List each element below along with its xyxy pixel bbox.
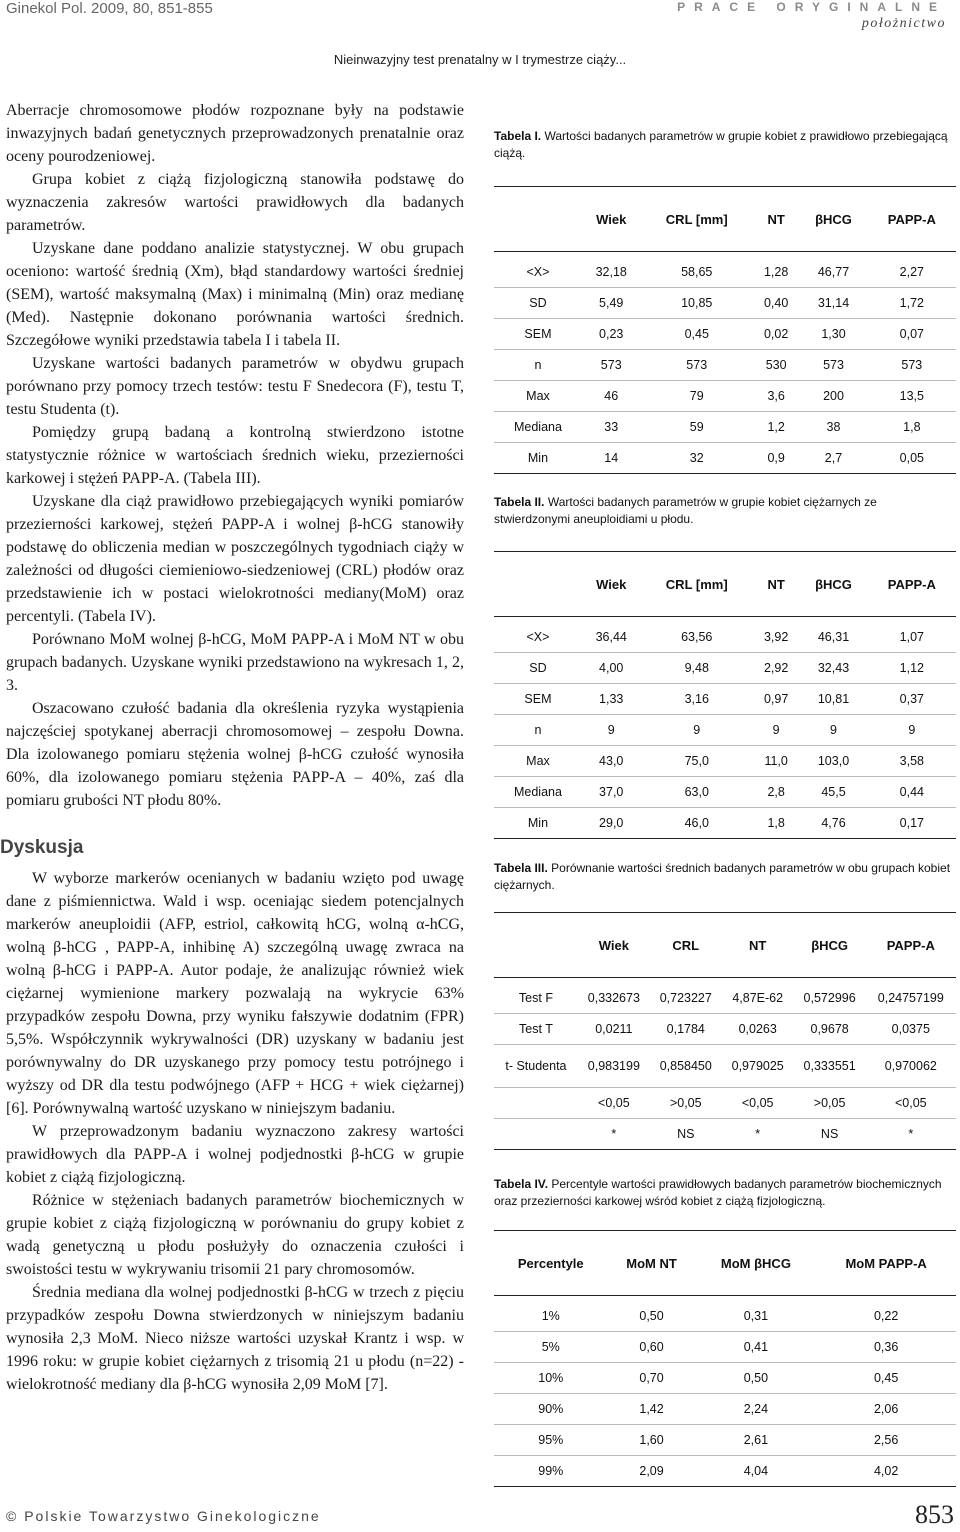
column-header: PAPP-A [887,576,936,592]
table-row [494,808,956,839]
table-cell: 103,0 [817,754,850,768]
table-cell: <0,05 [894,1096,927,1110]
table-cell: * [908,1127,914,1141]
row-label [494,1088,578,1119]
table-cell: <0,05 [598,1096,630,1110]
discussion-heading: Dyskusja [0,837,84,858]
row-label: Min [527,451,549,465]
table-caption-text: Percentyle wartości prawidłowych badanych parametrów biochemicznych oraz przezierności karkowej wśród kobiet z ciążą fizjologiczną. [494,1177,942,1208]
paragraph: Uzyskane dla ciąż prawidłowo przebiegających wyniki pomiarów przezierności karkowej, stężeń PAPP-A i wolnej β-hCG stanowiły podstawę do obliczenia median w poszczególnych tygodniach ciąży w zależności od długości ciemieniowo-siedzeniowej (CRL) płodów oraz przedstawienie ich w postaci wielokrotności mediany(MoM) oraz percentyli. (Tabela IV). [6,493,464,625]
column-header [494,552,582,617]
column-header: MoM NT [626,1255,677,1271]
table-cell: 573 [600,358,622,372]
table-row [494,1425,956,1456]
table-cell: 0,1784 [666,1022,705,1036]
row-label: 5% [541,1340,560,1354]
table-cell: 0,22 [873,1309,899,1323]
table-cell: 3,92 [763,630,789,644]
table-row [494,443,956,474]
table-row [494,1088,956,1119]
table-cell: 2,92 [763,661,789,675]
table-cell: 46 [604,389,619,403]
table-cell: 1,8 [767,816,785,830]
table-cell: 63,56 [681,630,713,644]
table-cell: 38 [826,420,841,434]
table-cell: 0,0211 [595,1022,633,1036]
table-cell: 0,05 [899,451,924,465]
table-1-caption [494,128,956,162]
table-1 [494,186,956,474]
table-cell: 1,60 [639,1433,664,1447]
table-cell: 1,07 [899,630,924,644]
row-label: t- Studenta [505,1059,567,1073]
table-cell: 3,16 [684,692,709,706]
table-row [494,381,956,412]
table-cell: NS [820,1127,839,1141]
table-cell: 32 [689,451,704,465]
table-row [494,252,956,288]
section-label: PRACE ORYGINALNE [677,0,946,14]
row-label: <X> [526,630,550,644]
table-cell: 0,41 [743,1340,769,1354]
table-cell: 0,45 [873,1371,899,1385]
table-cell: 32,43 [817,661,850,675]
table-cell: 2,27 [899,265,924,279]
table-cell: 46,31 [817,630,850,644]
row-label: Mediana [513,785,562,799]
table-cell: 29,0 [599,816,624,830]
table-cell: 0,858450 [659,1059,712,1073]
paragraph: Uzyskane wartości badanych parametrów w obydwu grupach porównano przy pomocy trzech testów: testu F Snedecora (F), testu T, testu Studenta (t). [6,355,464,418]
table-cell: 58,65 [681,265,713,279]
table-cell: 0,50 [743,1371,769,1385]
table-3 [494,912,956,1150]
table-cell: 2,56 [873,1433,899,1447]
row-label: 99% [538,1464,564,1478]
table-cell: 2,8 [767,785,785,799]
table-cell: 1,33 [599,692,624,706]
row-label: 90% [538,1402,564,1416]
table-cell: 0,24757199 [877,991,944,1005]
table-cell: 4,02 [873,1464,899,1478]
row-label: Min [527,816,549,830]
table-caption-text: Wartości badanych parametrów w grupie kobiet z prawidłowo przebiegającą ciążą. [494,129,948,160]
table-row [494,746,956,777]
table-cell: 59 [689,420,704,434]
column-header: βHCG [815,576,852,592]
table-row [494,715,956,746]
table-cell: 43,0 [599,754,624,768]
table-cell: 9 [908,723,916,737]
table-cell: 46,0 [684,816,709,830]
table-cell: 2,06 [873,1402,899,1416]
table-cell: 1,28 [763,265,789,279]
table-cell: 0,07 [899,327,924,341]
table-cell: 1,2 [767,420,785,434]
table-cell: 0,37 [899,692,924,706]
table-cell: >0,05 [669,1096,702,1110]
table-label: Tabela III. [494,861,548,875]
paragraph: Pomiędzy grupą badaną a kontrolną stwierdzono istotne statystycznie różnice w wartościach średnich wieku, przezierności karkowej i stężeń PAPP-A. (Tabela III). [6,424,464,487]
table-cell: 32,18 [595,265,627,279]
table-cell: 4,00 [599,661,624,675]
row-label: <X> [526,265,550,279]
table-cell: 9 [772,723,780,737]
table-row [494,1456,956,1487]
table-cell: 4,76 [821,816,846,830]
column-header: Wiek [596,576,627,592]
column-header: MoM PAPP-A [845,1255,927,1271]
table-cell: 2,61 [743,1433,769,1447]
table-cell: 0,50 [639,1309,664,1323]
table-label: Tabela I. [494,129,542,143]
table-cell: 0,970062 [884,1059,937,1073]
row-label: SD [529,661,547,675]
table-cell: 46,77 [817,265,850,279]
table-cell: * [755,1127,761,1141]
table-cell: 573 [686,358,708,372]
table-row [494,1363,956,1394]
table-cell: 0,332673 [587,991,640,1005]
table-cell: 0,0375 [891,1022,930,1036]
table-2 [494,551,956,839]
paragraph: Oszacowano czułość badania dla określenia ryzyka wystąpienia najczęściej spotykanej aberracji chromosomowej – zespołu Downa. Dla izolowanego pomiaru stężenia wolnej β-hCG czułość wynosiła 60%, dla izolowanego pomiaru stężenia PAPP-A – 40%, zaś dla pomiaru grubości NT płodu 80%. [6,700,464,809]
column-header: NT [749,937,767,953]
table-row [494,1332,956,1363]
table-caption-text: Wartości badanych parametrów w grupie kobiet ciężarnych ze stwierdzonymi aneuploidiami u płodu. [494,495,877,526]
column-header: CRL [mm] [665,576,728,592]
table-cell: 0,23 [599,327,624,341]
column-header: NT [767,211,785,227]
body-text-column [0,99,464,1396]
column-header: βHCG [815,211,852,227]
table-cell: 0,60 [639,1340,664,1354]
table-cell: 0,9678 [810,1022,849,1036]
paragraph: Średnia mediana dla wolnej podjednostki β-hCG w trzech z pięciu przypadków zespołu Downa stwierdzonych w niniejszym badaniu wynosiła 2,3 MoM. Nieco niższe wartości uzyskał Krantz i wsp. w 1996 roku: w grupie kobiet ciężarnych z trisomią 21 u płodu (n=22) - wielokrotność mediany dla β-hCG wynosiła 2,09 MoM [7]. [6,1284,464,1393]
table-cell: 573 [823,358,844,372]
paragraph: Uzyskane dane poddano analizie statystycznej. W obu grupach oceniono: wartość średnią (Xm), błąd standardowy wartości średniej (SEM), wartość maksymalną (Max) i minimalną (Min) oraz medianę (Med). Następnie dokonano porównania wartości średnich. Szczegółowe wyniki przedstawia tabela I i tabela II. [6,240,464,349]
table-row [494,350,956,381]
column-header [494,187,582,252]
table-cell: 573 [901,358,923,372]
paragraph: Aberracje chromosomowe płodów rozpoznane były na podstawie inwazyjnych badań genetycznych przeprowadzonych prenatalnie oraz oceny pourodzeniowej. [6,102,464,165]
table-cell: 0,36 [873,1340,899,1354]
table-row [494,1119,956,1150]
row-label [494,1119,578,1150]
table-label: Tabela IV. [494,1177,549,1191]
table-cell: 0,40 [763,296,789,310]
society-credit: © Polskie Towarzystwo Ginekologiczne [6,1508,321,1524]
table-3-caption [494,860,956,894]
table-cell: 0,70 [639,1371,664,1385]
table-cell: NS [677,1127,695,1141]
table-cell: 1,30 [821,327,846,341]
column-header: PAPP-A [886,937,935,953]
row-label: SD [529,296,547,310]
row-label: 1% [541,1309,560,1323]
table-cell: 3,58 [899,754,924,768]
table-row [494,288,956,319]
table-cell: 79 [689,389,704,403]
table-cell: 75,0 [684,754,709,768]
column-header: Wiek [598,937,629,953]
row-label: Test F [518,991,553,1005]
paragraph: W przeprowadzonym badaniu wyznaczono zakresy wartości prawidłowych dla PAPP-A i wolnej podjednostki β-hCG w grupie kobiet z ciążą fizjologiczną. [6,1123,464,1186]
table-cell: 530 [765,358,787,372]
table-cell: 1,12 [899,661,924,675]
row-label: Max [526,754,550,768]
column-header: CRL [672,937,700,953]
table-cell: 9 [607,723,615,737]
subsection-label: położnictwo [861,16,946,31]
column-header: MoM βHCG [720,1255,791,1271]
table-cell: 1,72 [899,296,924,310]
table-row [494,412,956,443]
table-cell: 36,44 [595,630,627,644]
paragraph: Różnice w stężeniach badanych parametrów biochemicznych w grupie kobiet z ciążą fizjologiczną w porównaniu do grupy kobiet z wadą genetyczną u płodu posłużyły do oznaczenia czułości i swoistości testu w wykrywaniu trisomii 21 pary chromosomów. [6,1192,464,1278]
table-2-caption [494,494,956,528]
table-cell: >0,05 [813,1096,846,1110]
table-cell: 9 [830,723,837,737]
row-label: n [534,723,542,737]
table-cell: 37,0 [599,785,624,799]
table-cell: 13,5 [899,389,924,403]
row-label: SEM [524,327,552,341]
table-cell: 63,0 [684,785,709,799]
table-row [494,684,956,715]
page-number: 853 [915,1500,954,1529]
table-cell: 10,85 [681,296,713,310]
table-cell: 3,6 [767,389,785,403]
table-label: Tabela II. [494,495,545,509]
table-cell: 2,7 [824,451,843,465]
table-cell: * [611,1127,617,1141]
table-cell: 0,02 [763,327,789,341]
table-cell: 0,0263 [738,1022,777,1036]
table-cell: 0,45 [684,327,709,341]
table-row [494,1014,956,1045]
table-row [494,617,956,653]
table-4-caption [494,1176,956,1210]
table-cell: 11,0 [764,754,788,768]
table-cell: 5,49 [599,296,624,310]
table-cell: 14 [604,451,619,465]
table-cell: 0,44 [899,785,924,799]
row-label: 10% [538,1371,564,1385]
table-cell: 1,42 [639,1402,664,1416]
paragraph: Porównano MoM wolnej β-hCG, MoM PAPP-A i MoM NT w obu grupach badanych. Uzyskane wyniki przedstawiono na wykresach 1, 2, 3. [6,631,464,694]
table-cell: 31,14 [817,296,850,310]
column-header: βHCG [811,937,849,953]
table-cell: 0,9 [767,451,785,465]
table-4 [494,1230,956,1487]
column-header: Wiek [596,211,627,227]
row-label: SEM [524,692,552,706]
column-header [494,913,578,978]
table-cell: 0,97 [763,692,789,706]
row-label: n [534,358,542,372]
table-cell: 1,8 [903,420,921,434]
row-label: 95% [538,1433,564,1447]
table-row [494,319,956,350]
table-cell: 0,17 [899,816,924,830]
table-row [494,653,956,684]
table-cell: 10,81 [817,692,850,706]
table-cell: 0,979025 [731,1059,784,1073]
table-cell: 200 [823,389,844,403]
row-label: Max [526,389,550,403]
table-cell: 2,24 [743,1402,769,1416]
column-header: Percentyle [517,1255,584,1271]
table-cell: 33 [604,420,619,434]
table-row [494,978,956,1014]
column-header: CRL [mm] [665,211,728,227]
table-row [494,777,956,808]
paragraph: Grupa kobiet z ciążą fizjologiczną stanowiła podstawę do wyznaczenia zakresów wartości prawidłowych dla badanych parametrów. [6,171,464,234]
table-row [494,1394,956,1425]
table-cell: <0,05 [741,1096,774,1110]
section-header [677,0,946,32]
table-cell: 0,983199 [587,1059,640,1073]
table-row [494,1045,956,1088]
table-caption-text: Porównanie wartości średnich badanych parametrów w obu grupach kobiet ciężarnych. [494,861,951,892]
table-cell: 9 [693,723,701,737]
table-cell: 4,04 [743,1464,769,1478]
table-cell: 2,09 [639,1464,664,1478]
table-cell: 0,572996 [803,991,856,1005]
paragraph: W wyborze markerów ocenianych w badaniu wzięto pod uwagę dane z piśmiennictwa. Wald i wsp. oceniając siedem potencjalnych markerów aneuploidii (AFP, estriol, całkowitą hCG, wolną α-hCG, wolną β-hCG , PAPP-A, inhibinę A) szczególną uwagę zwraca na wolną β-hCG i PAPP-A. Autor podaje, że analizując również wiek ciężarnej wymienione markery pozwalają na wykrycie 63% przypadków zespołu Downa, przy wyniku fałszywie dodatnim (FPR) 5,5%. Współczynnik wykrywalności (DR) uzyskany w badaniu jest porównywalny do DR uzyskanego przy pomocy testu potrójnego i wyższy od DR dla testu podwójnego (AFP + HCG + wiek ciężarnej) [6]. Porównywalną wartość uzyskano w niniejszym badaniu. [6,870,464,1117]
table-cell: 0,333551 [803,1059,856,1073]
row-label: Mediana [513,420,562,434]
table-row [494,1296,956,1332]
table-cell: 0,31 [743,1309,769,1323]
table-cell: 9,48 [684,661,709,675]
table-cell: 4,87E-62 [732,991,784,1005]
row-label: Test T [519,1022,553,1036]
column-header: NT [767,576,785,592]
table-cell: 45,5 [821,785,846,799]
journal-citation: Ginekol Pol. 2009, 80, 851-855 [6,0,213,17]
running-title: Nieinwazyjny test prenatalny w I trymestrze ciąży... [333,52,627,67]
table-cell: 0,723227 [659,991,712,1005]
column-header: PAPP-A [887,211,936,227]
